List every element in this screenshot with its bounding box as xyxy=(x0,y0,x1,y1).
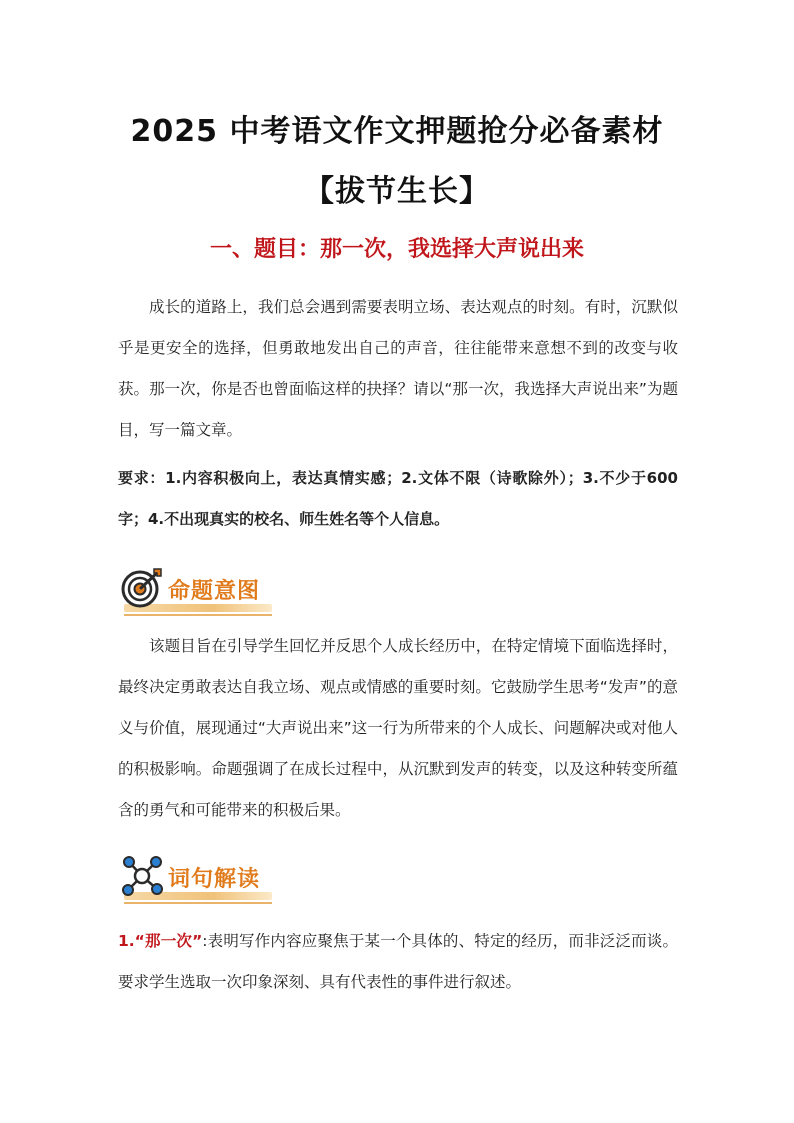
words-section-badge xyxy=(118,854,278,902)
word-key-phrase: 1.“那一次” xyxy=(118,932,203,950)
intent-section-label: 命题意图 xyxy=(168,579,261,604)
document-subtitle: 【拔节生长】 xyxy=(304,174,490,209)
intent-text: 该题目旨在引导学生回忆并反思个人成长经历中，在特定情境下面临选择时，最终决定勇敢表达自我立场、观点或情感的重要时刻。它鼓励学生思考“发声”的意义与价值，展现通过“大声说出来”这一行为所带来的个人成长、问题解决或对他人的积极影响。命题强调了在成长过程中，从沉默到发声的转变，以及这种转变所蕴含的勇气和可能带来的积极后果。 xyxy=(118,637,678,819)
target-icon xyxy=(120,566,164,610)
requirements-paragraph: 要求：1.内容积极向上，表达真情实感；2.文体不限（诗歌除外）；3.不少于600 字；4.不出现真实的校名、师生姓名等个人信息。 xyxy=(118,469,678,528)
word-interpretation-item xyxy=(118,921,678,1003)
prompt-intro-text: 成长的道路上，我们总会遇到需要表明立场、表达观点的时刻。有时，沉默似乎是更安全的选择，但勇敢地发出自己的声音，往往能带来意想不到的改变与收获。那一次，你是否也曾面临这样的抉择？请以“那一次，我选择大声说出来”为题目，写一篇文章。 xyxy=(118,298,678,439)
prompt-intro-paragraph xyxy=(118,287,678,451)
intent-section-badge xyxy=(118,566,278,614)
topic-heading: 一、题目：那一次，我选择大声说出来 xyxy=(209,237,584,262)
intent-paragraph xyxy=(118,626,678,831)
document-title: 2025 中考语文作文押题抢分必备素材 xyxy=(130,114,664,149)
word-explanation: :表明写作内容应聚焦于某一个具体的、特定的经历，而非泛泛而谈。要求学生选取一次印象深刻、具有代表性的事件进行叙述。 xyxy=(118,932,678,991)
network-icon xyxy=(120,854,164,898)
words-section-label: 词句解读 xyxy=(168,867,261,892)
